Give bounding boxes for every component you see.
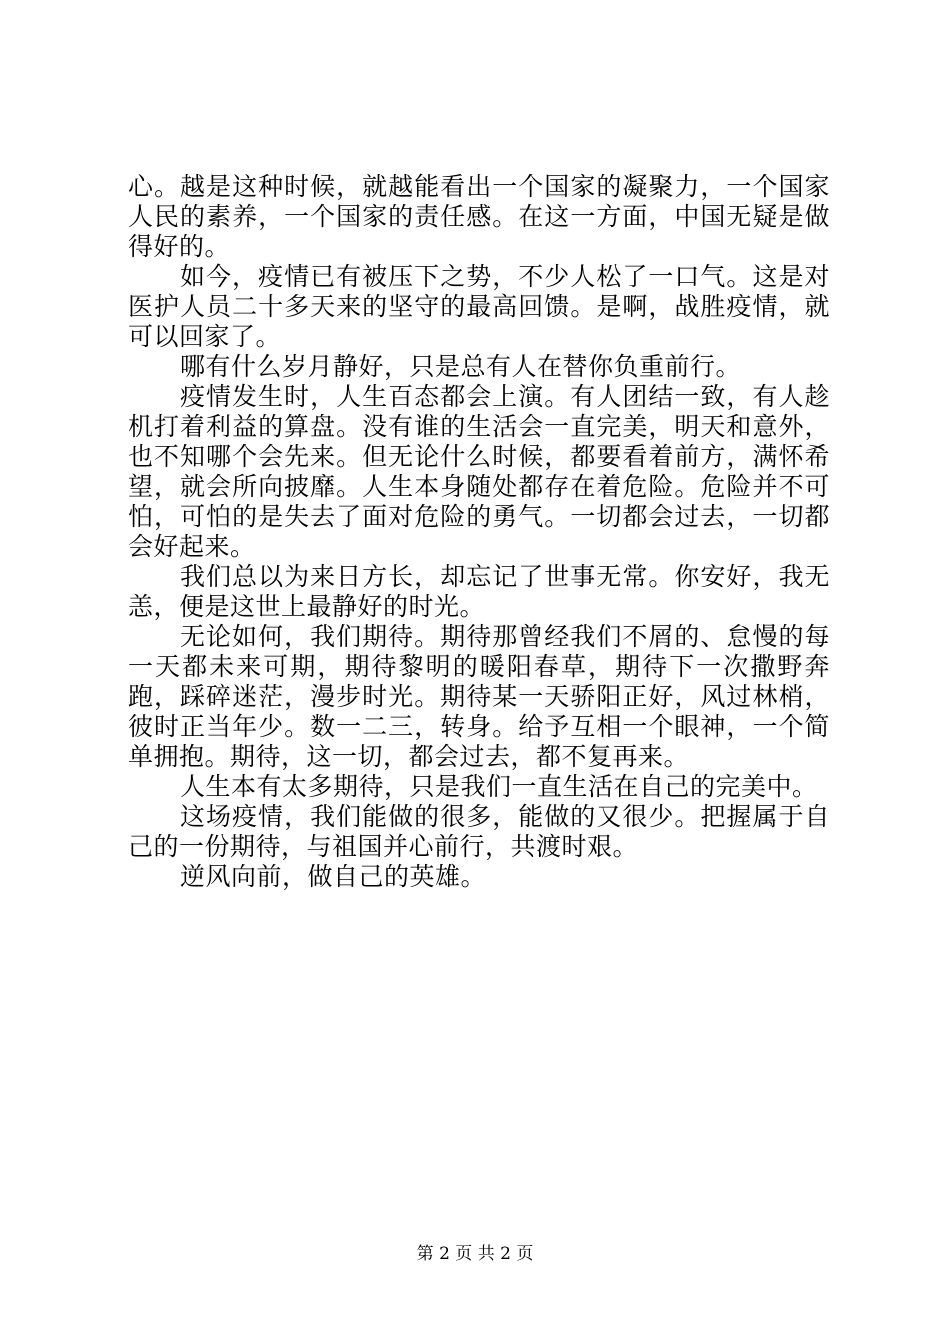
page-number-label: 第 2 页 共 2 页 bbox=[416, 1244, 534, 1264]
paragraph: 如今，疫情已有被压下之势，不少人松了一口气。这是对医护人员二十多天来的坚守的最高回馈。是啊，战胜疫情，就可以回家了。 bbox=[128, 262, 830, 351]
paragraph: 逆风向前，做自己的英雄。 bbox=[180, 862, 487, 891]
paragraph: 我们总以为来日方长，却忘记了世事无常。你安好，我无恙，便是这世上最静好的时光。 bbox=[128, 562, 830, 621]
page-footer bbox=[0, 1243, 950, 1265]
paragraph: 疫情发生时，人生百态都会上演。有人团结一致，有人趁机打着利益的算盘。没有谁的生活会一直完美，明天和意外，也不知哪个会先来。但无论什么时候，都要看着前方，满怀希望，就会所向披靡。人生本身随处都存在着危险。危险并不可怕，可怕的是失去了面对危险的勇气。一切都会过去，一切都会好起来。 bbox=[128, 382, 830, 561]
paragraph: 哪有什么岁月静好，只是总有人在替你负重前行。 bbox=[180, 352, 742, 381]
paragraph: 无论如何，我们期待。期待那曾经我们不屑的、怠慢的每一天都未来可期，期待黎明的暖阳春草，期待下一次撒野奔跑，踩碎迷茫，漫步时光。期待某一天骄阳正好，风过林梢，彼时正当年少。数一二三，转身。给予互相一个眼神，一个简单拥抱。期待，这一切，都会过去，都不复再来。 bbox=[128, 622, 830, 771]
paragraph-continued: 心。越是这种时候，就越能看出一个国家的凝聚力，一个国家人民的素养，一个国家的责任感。在这一方面，中国无疑是做得好的。 bbox=[128, 172, 830, 261]
document-body bbox=[128, 172, 830, 892]
paragraph: 这场疫情，我们能做的很多，能做的又很少。把握属于自己的一份期待，与祖国并心前行，共渡时艰。 bbox=[128, 802, 830, 861]
paragraph: 人生本有太多期待，只是我们一直生活在自己的完美中。 bbox=[180, 772, 818, 801]
